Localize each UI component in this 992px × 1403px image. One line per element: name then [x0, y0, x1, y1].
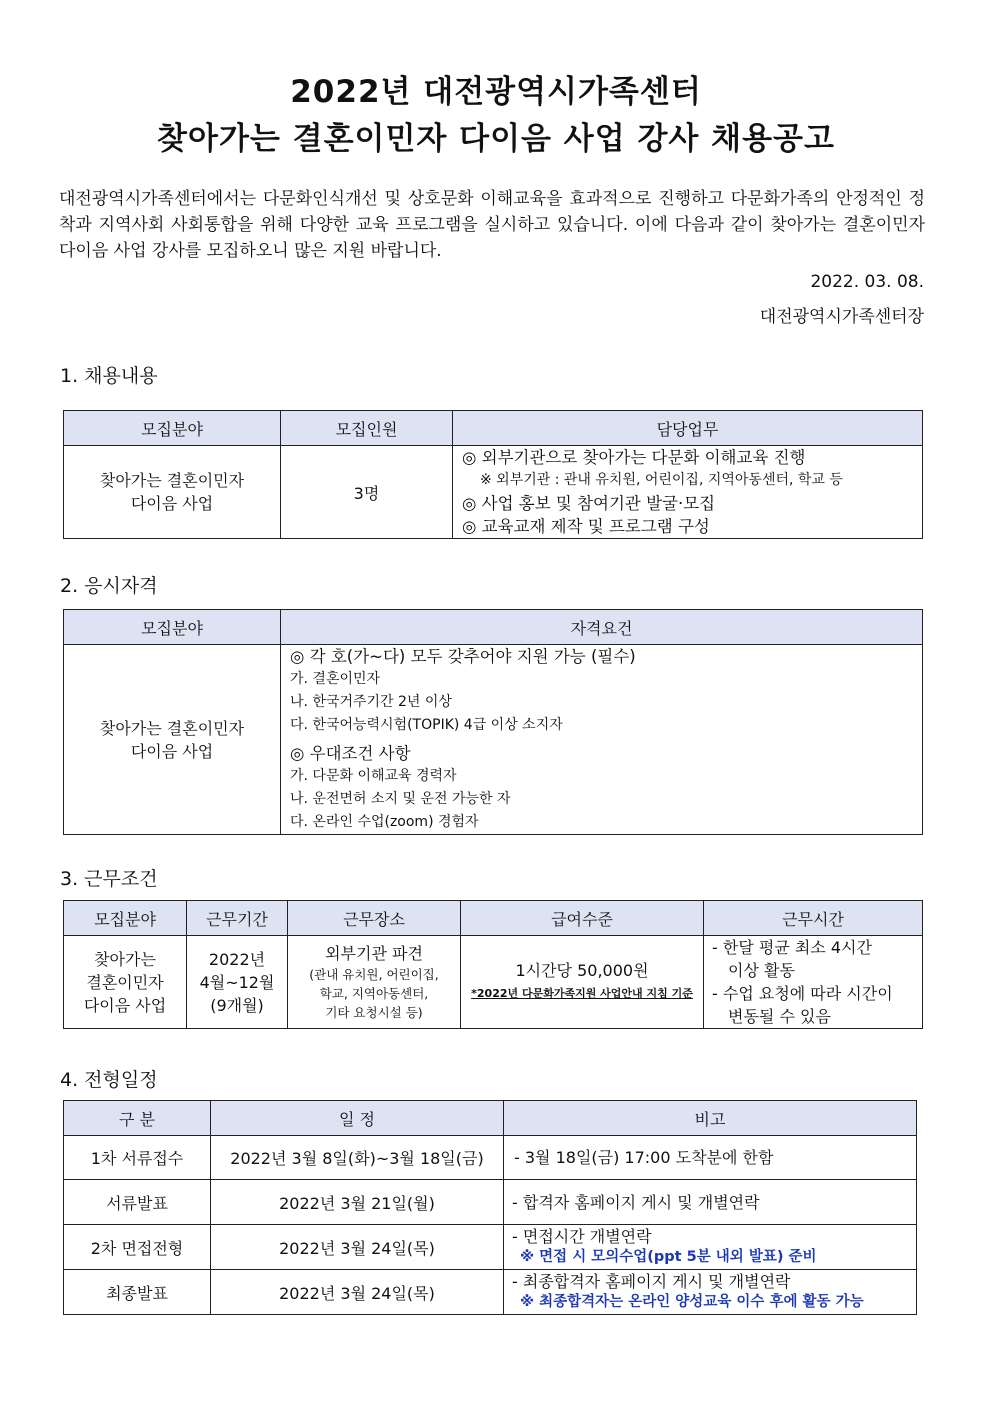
pay-amount: 1시간당 50,000원	[515, 961, 649, 980]
hours-line: 변동될 수 있음	[728, 1007, 831, 1026]
col-header-hours: 근무시간	[704, 901, 923, 936]
col-header-field: 모집분야	[64, 411, 281, 446]
section-3-heading: 3. 근무조건	[60, 868, 158, 890]
stage-subnote: ※ 최종합격자는 온라인 양성교육 이수 후에 활동 가능	[520, 1294, 864, 1310]
col-header-note: 비고	[504, 1101, 917, 1136]
period-line: (9개월)	[210, 995, 264, 1015]
duty-item: ◎ 사업 홍보 및 참여기관 발굴·모집	[462, 494, 716, 513]
col-header-place: 근무장소	[288, 901, 461, 936]
table-row	[64, 1225, 917, 1270]
duty-note: ※ 외부기관 : 관내 유치원, 어린이집, 지역아동센터, 학교 등	[480, 472, 843, 488]
qualification-table	[63, 609, 923, 835]
col-header-duties: 담당업무	[453, 411, 923, 446]
period-line: 4월~12월	[199, 972, 275, 992]
table-row	[64, 1136, 917, 1180]
field-line-2: 다이음 사업	[130, 741, 214, 761]
recruitment-table	[63, 410, 923, 539]
col-header-pay: 급여수준	[461, 901, 704, 936]
announcement-date: 2022. 03. 08.	[810, 272, 924, 292]
place-sub: 학교, 지역아동센터,	[319, 986, 429, 1001]
recruit-count: 3명	[281, 446, 453, 539]
stage-date: 2022년 3월 24일(목)	[211, 1270, 504, 1315]
col-header-field: 모집분야	[64, 610, 281, 645]
col-header-stage: 구 분	[64, 1101, 211, 1136]
stage-note: - 3월 18일(금) 17:00 도착분에 한함	[514, 1148, 774, 1167]
hours-line: 이상 활동	[728, 961, 795, 980]
title-line-2: 찾아가는 결혼이민자 다이음 사업 강사 채용공고	[157, 121, 835, 157]
place-sub: (관내 유치원, 어린이집,	[309, 967, 439, 982]
field-line-1: 찾아가는 결혼이민자	[99, 718, 245, 738]
stage-name: 1차 서류접수	[64, 1136, 211, 1180]
duty-item: ◎ 외부기관으로 찾아가는 다문화 이해교육 진행	[462, 448, 806, 467]
duty-item: ◎ 교육교재 제작 및 프로그램 구성	[462, 517, 710, 536]
place-main: 외부기관 파견	[325, 944, 423, 963]
pay-note: *2022년 다문화가족지원 사업안내 지침 기준	[471, 987, 693, 1000]
stage-note: - 면접시간 개별연락	[512, 1227, 652, 1246]
stage-note: - 최종합격자 홈페이지 게시 및 개별연락	[512, 1272, 791, 1291]
requirement-item: 나. 한국거주기간 2년 이상	[290, 694, 452, 710]
section-1-heading: 1. 채용내용	[60, 365, 158, 387]
col-header-field: 모집분야	[64, 901, 187, 936]
preference-item: 가. 다문화 이해교육 경력자	[290, 768, 457, 784]
requirement-item: 가. 결혼이민자	[290, 671, 381, 687]
section-4-heading: 4. 전형일정	[60, 1069, 158, 1091]
section-2-heading: 2. 응시자격	[60, 575, 158, 597]
requirement-item: 다. 한국어능력시험(TOPIK) 4급 이상 소지자	[290, 717, 563, 733]
stage-date: 2022년 3월 21일(월)	[211, 1180, 504, 1225]
schedule-table	[63, 1100, 917, 1315]
table-row	[64, 1180, 917, 1225]
place-sub: 기타 요청시설 등)	[325, 1005, 423, 1020]
preference-item: 나. 운전면허 소지 및 운전 가능한 자	[290, 791, 511, 807]
stage-name: 서류발표	[64, 1180, 211, 1225]
col-header-count: 모집인원	[281, 411, 453, 446]
title-line-1: 2022년 대전광역시가족센터	[290, 74, 702, 110]
field-line: 다이음 사업	[83, 995, 167, 1015]
col-header-requirements: 자격요건	[281, 610, 923, 645]
table-row	[64, 1270, 917, 1315]
stage-name: 2차 면접전형	[64, 1225, 211, 1270]
field-line-1: 찾아가는 결혼이민자	[99, 471, 245, 490]
signer: 대전광역시가족센터장	[759, 307, 924, 327]
preference-item: 다. 온라인 수업(zoom) 경험자	[290, 814, 479, 830]
intro-paragraph: 대전광역시가족센터에서는 다문화인식개선 및 상호문화 이해교육을 효과적으로 진행하고 다문화가족의 안정적인 정착과 지역사회 사회통합을 위해 다양한 교육 프로그램을 실시하고 있습니다. 이에 다음과 같이 찾아가는 결혼이민자 다이음 사업 강사를 모집하오니 많은 지원 바랍니다.	[59, 189, 925, 261]
period-line: 2022년	[208, 949, 266, 969]
stage-date: 2022년 3월 24일(목)	[211, 1225, 504, 1270]
field-line: 찾아가는	[94, 949, 156, 969]
field-line: 결혼이민자	[86, 972, 164, 992]
stage-date: 2022년 3월 8일(화)~3월 18일(금)	[211, 1136, 504, 1180]
hours-line: - 한달 평균 최소 4시간	[712, 938, 872, 957]
preference-title: ◎ 우대조건 사항	[290, 744, 411, 763]
field-line-2: 다이음 사업	[130, 494, 214, 513]
stage-note: - 합격자 홈페이지 게시 및 개별연락	[512, 1192, 760, 1212]
hours-line: - 수업 요청에 따라 시간이	[712, 984, 893, 1003]
stage-name: 최종발표	[64, 1270, 211, 1315]
stage-subnote: ※ 면접 시 모의수업(ppt 5분 내외 발표) 준비	[520, 1249, 817, 1265]
col-header-date: 일 정	[211, 1101, 504, 1136]
col-header-period: 근무기간	[187, 901, 288, 936]
work-conditions-table	[63, 900, 923, 1029]
requirement-title: ◎ 각 호(가~다) 모두 갖추어야 지원 가능 (필수)	[290, 647, 636, 666]
